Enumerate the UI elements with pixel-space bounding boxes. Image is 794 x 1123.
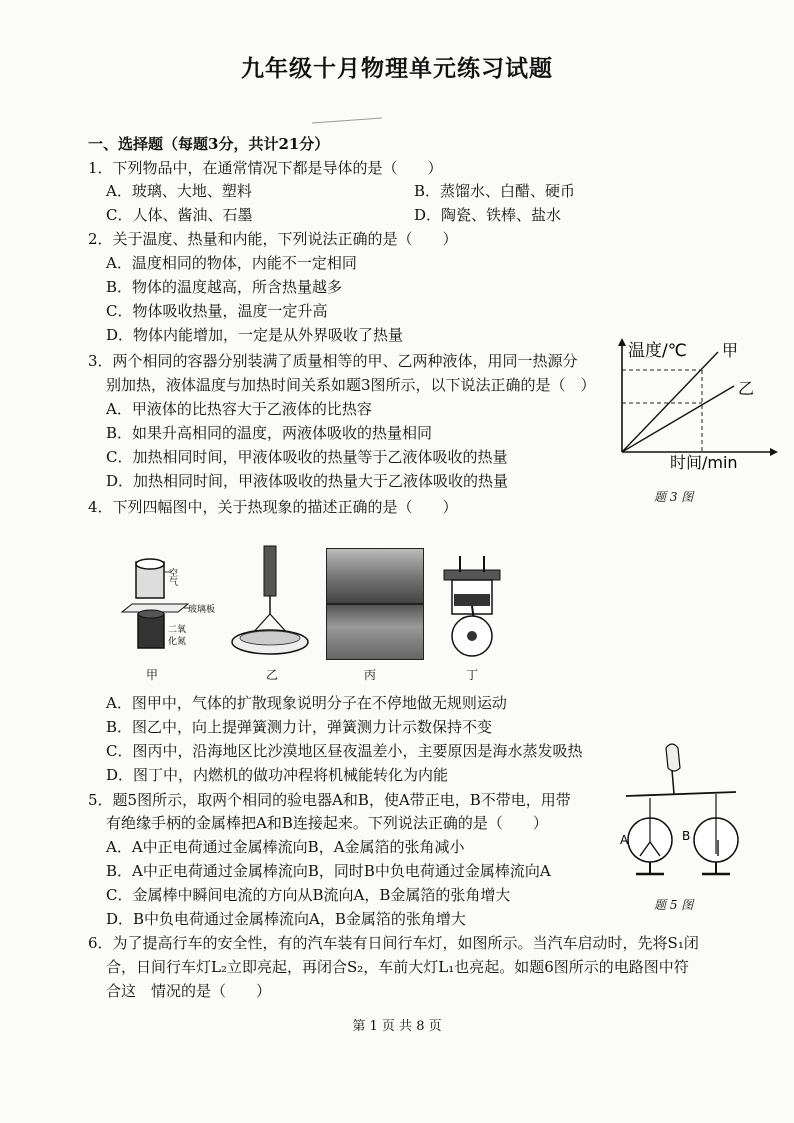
piston bbox=[454, 594, 490, 606]
q4-option-b: B．图乙中，向上提弹簧测力计，弹簧测力计示数保持不变 bbox=[106, 718, 493, 736]
q5-stem-line1: 5．题5图所示，取两个相同的验电器A和B，使A带正电，B不带电，用带 bbox=[88, 791, 571, 809]
page-footer: 第 1 页 共 8 页 bbox=[352, 1019, 442, 1034]
figure-5-electroscopes bbox=[616, 740, 766, 886]
y-axis-arrow bbox=[618, 338, 626, 346]
q2-option-b: B．物体的温度越高，所含热量越多 bbox=[106, 278, 343, 296]
metal-rod bbox=[626, 792, 736, 796]
q6-line2: 合，日间行车灯L₂立即亮起，再闭合S₂，车前大灯L₁也亮起。如题6图所示的电路图中符 bbox=[106, 958, 689, 976]
q5-option-a: A．A中正电荷通过金属棒流向B，A金属箔的张角减小 bbox=[106, 838, 465, 856]
x-axis-arrow bbox=[770, 448, 778, 456]
figure-4-label-bing: 丙 bbox=[364, 668, 377, 682]
series-jia-label: 甲 bbox=[722, 341, 739, 360]
q3-option-d: D．加热相同时间，甲液体吸收的热量大于乙液体吸收的热量 bbox=[106, 472, 509, 490]
figure-4-bing-photo-top bbox=[326, 548, 424, 604]
label-air: 空气 bbox=[167, 568, 177, 586]
y-axis-label: 温度/℃ bbox=[628, 341, 687, 361]
q1-option-b: B．蒸馏水、白醋、硬币 bbox=[414, 182, 576, 200]
q1-option-c: C．人体、酱油、石墨 bbox=[106, 206, 253, 224]
label-glass: 玻璃板 bbox=[188, 605, 216, 615]
q2-option-d: D．物体内能增加，一定是从外界吸收了热量 bbox=[106, 326, 404, 344]
scan-mark bbox=[312, 118, 382, 124]
figure-4-ding bbox=[436, 552, 508, 664]
q5-option-b: B．A中正电荷通过金属棒流向B，同时B中负电荷通过金属棒流向A bbox=[106, 862, 551, 880]
q4-stem: 4．下列四幅图中，关于热现象的描述正确的是（ ） bbox=[88, 498, 458, 516]
figure-3-graph bbox=[606, 336, 786, 476]
rod-handle bbox=[672, 770, 674, 794]
series-jia-line bbox=[622, 352, 718, 452]
label-no2-2: 化氮 bbox=[168, 637, 187, 647]
figure-4-jia bbox=[118, 552, 216, 664]
label-a: A bbox=[620, 833, 629, 847]
q5-option-c: C．金属棒中瞬间电流的方向从B流向A，B金属箔的张角增大 bbox=[106, 886, 511, 904]
series-yi-line bbox=[622, 386, 734, 452]
series-yi-label: 乙 bbox=[738, 379, 755, 398]
q1-stem: 1．下列物品中，在通常情况下都是导体的是（ ） bbox=[88, 159, 443, 177]
figure-3-caption: 题 3 图 bbox=[654, 490, 694, 504]
q6-line3: 合这 情况的是（ ） bbox=[106, 982, 272, 1000]
crankshaft bbox=[467, 631, 477, 641]
upper-jar-cap bbox=[136, 559, 164, 569]
q5-option-d: D．B中负电荷通过金属棒流向A，B金属箔的张角增大 bbox=[106, 910, 466, 928]
engine-head bbox=[444, 570, 500, 580]
label-b: B bbox=[682, 829, 691, 843]
label-no2-1: 二氧 bbox=[168, 625, 187, 635]
figure-4-label-jia: 甲 bbox=[146, 668, 159, 682]
hand bbox=[666, 744, 680, 771]
q2-option-c: C．物体吸收热量，温度一定升高 bbox=[106, 302, 328, 320]
page-title: 九年级十月物理单元练习试题 bbox=[241, 55, 553, 82]
q3-stem-line1: 3．两个相同的容器分别装满了质量相等的甲、乙两种液体，用同一热源分 bbox=[88, 352, 578, 370]
figure-4-label-yi: 乙 bbox=[266, 668, 279, 682]
q4-option-a: A．图甲中，气体的扩散现象说明分子在不停地做无规则运动 bbox=[106, 694, 507, 712]
lower-jar bbox=[138, 614, 164, 648]
figure-4-label-ding: 丁 bbox=[466, 668, 479, 682]
q5-stem-line2: 有绝缘手柄的金属棒把A和B连接起来。下列说法正确的是（ ） bbox=[106, 814, 548, 832]
q2-option-a: A．温度相同的物体，内能不一定相同 bbox=[106, 254, 357, 272]
figure-4-yi bbox=[228, 542, 312, 666]
q1-option-a: A．玻璃、大地、塑料 bbox=[106, 182, 252, 200]
q2-stem: 2．关于温度、热量和内能，下列说法正确的是（ ） bbox=[88, 230, 458, 248]
q4-option-d: D．图丁中，内燃机的做功冲程将机械能转化为内能 bbox=[106, 766, 449, 784]
q3-option-b: B．如果升高相同的温度，两液体吸收的热量相同 bbox=[106, 424, 433, 442]
q3-option-a: A．甲液体的比热容大于乙液体的比热容 bbox=[106, 400, 372, 418]
q1-option-d: D．陶瓷、铁棒、盐水 bbox=[414, 206, 562, 224]
figure-4-bing-photo-bottom bbox=[326, 604, 424, 660]
q4-option-c: C．图丙中，沿海地区比沙漠地区昼夜温差小，主要原因是海水蒸发吸热 bbox=[106, 742, 583, 760]
water-surface bbox=[240, 631, 300, 645]
figure-5-caption: 题 5 图 bbox=[654, 898, 694, 912]
lower-jar-top bbox=[138, 610, 164, 618]
section-heading: 一、选择题（每题3分，共计21分） bbox=[88, 135, 330, 153]
q6-line1: 6．为了提高行车的安全性，有的汽车装有日间行车灯，如图所示。当汽车启动时，先将S₁闭 bbox=[88, 934, 699, 952]
q3-option-c: C．加热相同时间，甲液体吸收的热量等于乙液体吸收的热量 bbox=[106, 448, 508, 466]
q3-stem-line2: 别加热，液体温度与加热时间关系如题3图所示，以下说法正确的是（ ） bbox=[106, 376, 596, 394]
x-axis-label: 时间/min bbox=[670, 453, 738, 472]
spring-scale bbox=[264, 546, 276, 596]
